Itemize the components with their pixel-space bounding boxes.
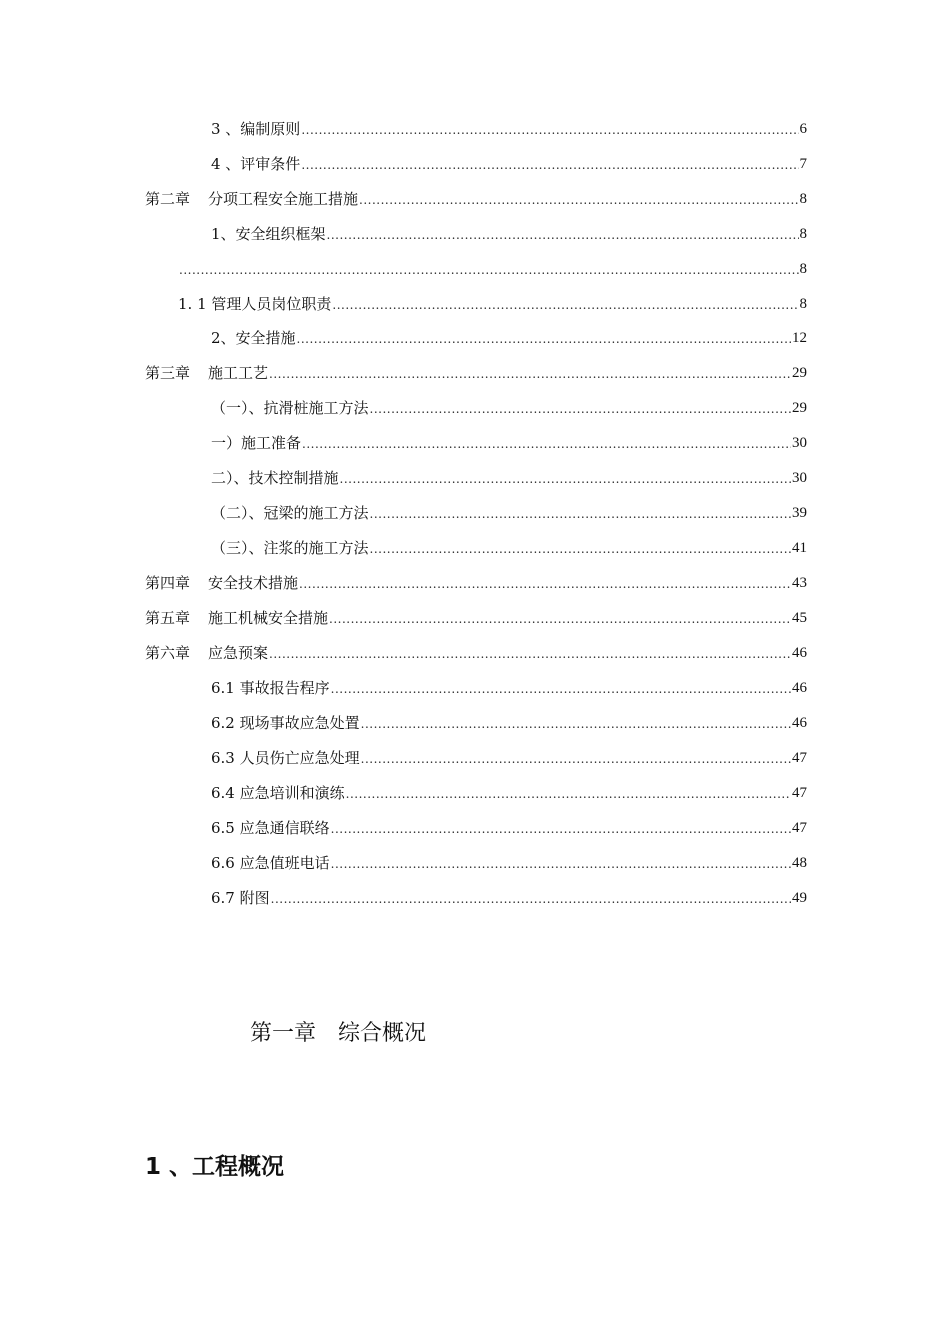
toc-entry-title: 安全技术措施 [208,574,299,592]
toc-entry[interactable] [211,119,807,139]
toc-page-number: 45 [792,610,807,626]
toc-entry[interactable] [211,503,807,523]
toc-entry-title: 6.4 应急培训和演练 [211,784,345,802]
toc-entry-title: 3 、编制原则 [211,120,301,138]
toc-page-number: 29 [792,365,807,381]
toc-entry[interactable] [178,294,807,314]
toc-entry[interactable] [211,888,807,908]
toc-entry-title: 1、安全组织框架 [211,225,326,243]
toc-page-number: 30 [792,470,807,486]
toc-dot-leader [340,470,791,488]
toc-dot-leader [361,715,791,733]
toc-entry[interactable] [145,643,807,663]
toc-dot-leader [331,855,791,873]
toc-entry-title: 施工工艺 [208,364,269,382]
toc-chapter-label [145,573,299,593]
toc-entry[interactable] [211,468,807,488]
toc-entry-title: 一）施工准备 [211,434,302,452]
toc-dot-leader [299,575,791,593]
toc-entry[interactable] [211,713,807,733]
toc-page-number: 47 [792,750,807,766]
toc-dot-leader [370,540,791,558]
toc-dot-leader [361,750,791,768]
toc-dot-leader [327,226,799,244]
toc-page-number: 8 [799,191,807,207]
toc-page-number: 29 [792,400,807,416]
toc-chapter-number: 第五章 [145,609,191,627]
toc-dot-leader [301,156,798,174]
toc-dot-leader [370,505,791,523]
toc-entry-title: 6.2 现场事故应急处置 [211,714,360,732]
toc-page-number: 46 [792,680,807,696]
toc-entry[interactable] [145,189,807,209]
toc-entry[interactable] [211,538,807,558]
toc-entry-title: 施工机械安全措施 [208,609,329,627]
toc-entry[interactable] [211,748,807,768]
toc-chapter-number: 第六章 [145,644,191,662]
chapter-heading [250,1018,426,1050]
toc-entry[interactable] [211,853,807,873]
toc-entry[interactable] [211,154,807,174]
toc-entry[interactable] [211,433,807,453]
toc-page-number: 48 [792,855,807,871]
toc-dot-leader [370,400,791,418]
toc-entry[interactable] [178,259,807,279]
toc-entry-title: 1. 1 管理人员岗位职责 [178,295,332,313]
toc-entry-title: （一）、抗滑桩施工方法 [211,399,369,417]
toc-entry[interactable] [211,678,807,698]
chapter-title: 综合概况 [338,1021,427,1046]
toc-entry-title: 6.5 应急通信联络 [211,819,330,837]
toc-dot-leader [301,121,798,139]
toc-dot-leader [302,435,791,453]
toc-dot-leader [331,820,791,838]
chapter-number: 第一章 [250,1021,317,1046]
toc-entry-title: 6.3 人员伤亡应急处理 [211,749,360,767]
toc-chapter-number: 第三章 [145,364,191,382]
toc-entry-title: 6.1 事故报告程序 [211,679,330,697]
toc-entry-title: 二）、技术控制措施 [211,469,339,487]
toc-page-number: 46 [792,645,807,661]
toc-page-number: 47 [792,820,807,836]
toc-dot-leader [346,785,791,803]
toc-entry[interactable] [211,328,807,348]
section-heading: 1 、工程概况 [145,1154,285,1180]
toc-entry-title: 6.6 应急值班电话 [211,854,330,872]
toc-chapter-label [145,643,269,663]
toc-entry-title: （三）、注浆的施工方法 [211,539,369,557]
toc-entry[interactable] [145,608,807,628]
toc-chapter-label [145,608,329,628]
toc-page-number: 8 [799,296,807,312]
toc-page-number: 6 [799,121,807,137]
toc-dot-leader [332,296,798,314]
toc-page-number: 49 [792,890,807,906]
toc-entry[interactable] [211,398,807,418]
toc-dot-leader [329,610,791,628]
toc-page-number: 43 [792,575,807,591]
toc-entry-title: 分项工程安全施工措施 [208,190,359,208]
toc-dot-leader [269,645,791,663]
toc-page-number: 8 [799,226,807,242]
toc-page-number: 46 [792,715,807,731]
toc-page-number: 12 [792,330,807,346]
toc-entry-title: 6.7 附图 [211,889,270,907]
toc-dot-leader [271,890,791,908]
toc-entry[interactable] [211,818,807,838]
toc-page-number: 41 [792,540,807,556]
toc-entry-title: 2、安全措施 [211,329,296,347]
toc-chapter-label [145,189,359,209]
toc-entry[interactable] [145,573,807,593]
toc-page-number: 47 [792,785,807,801]
toc-entry-title: （二）、冠梁的施工方法 [211,504,369,522]
toc-dot-leader [359,191,798,209]
toc-entry-title: 应急预案 [208,644,269,662]
toc-entry[interactable] [211,783,807,803]
toc-page-number: 30 [792,435,807,451]
toc-chapter-number: 第二章 [145,190,191,208]
toc-dot-leader [331,680,791,698]
toc-dot-leader [297,330,791,348]
toc-page-number: 8 [799,261,807,277]
toc-page-number: 7 [799,156,807,172]
toc-chapter-label [145,363,269,383]
toc-entry[interactable] [145,363,807,383]
toc-entry[interactable] [211,224,807,244]
toc-entry-title: 4 、评审条件 [211,155,301,173]
toc-dot-leader [179,261,799,279]
toc-dot-leader [269,365,791,383]
toc-chapter-number: 第四章 [145,574,191,592]
toc-page-number: 39 [792,505,807,521]
